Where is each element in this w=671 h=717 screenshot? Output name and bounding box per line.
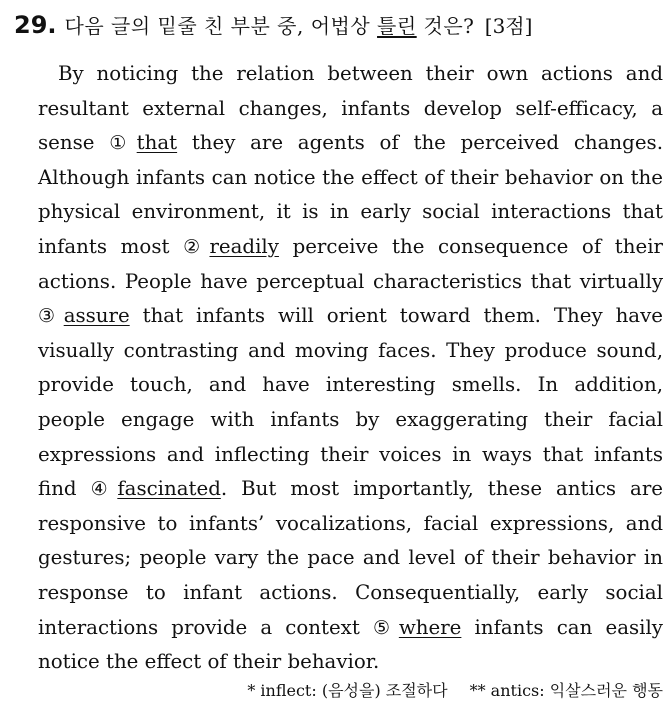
prompt-text-before: 다음 글의 밑줄 친 부분 중, 어법상: [64, 14, 378, 38]
choice-marker-2: ②: [183, 235, 208, 258]
question-prompt: [65, 14, 475, 38]
choice-underline-5: where: [398, 615, 462, 639]
prompt-underlined-word: 틀린: [377, 14, 417, 38]
question-header: [14, 8, 663, 43]
choice-underline-2: readily: [209, 234, 279, 258]
passage-segment-3: perceive the consequence of their actions. People have perceptual characteristics that virtually: [38, 234, 663, 293]
choice-underline-3: assure: [63, 304, 130, 328]
question-number: 29.: [14, 11, 57, 39]
choice-marker-1: ①: [109, 132, 135, 155]
passage-segment-5: . But most importantly, these antics are responsive to infants’ vocalizations, facial expressions, and gestures; people vary the pace and level of their behavior in response to infant actions. Consequentially, early social interactions provide a context: [38, 477, 663, 639]
choice-marker-3: ③: [38, 305, 62, 328]
passage-segment-4: that infants will orient toward them. They have visually contrasting and moving faces. They produce sound, provide touch, and have interesting smells. In addition, people engage with infants by exaggerating their facial expressions and inflecting their voices in ways that infants find: [38, 304, 663, 501]
choice-marker-4: ④: [90, 478, 116, 501]
footnote-inflect: * inflect: (음성을) 조절하다: [247, 681, 448, 700]
choice-underline-1: that: [136, 131, 178, 155]
passage-segment-1: By noticing the relation between their own actions and resultant external changes, infants develop self-efficacy, a sense: [38, 62, 663, 155]
choice-marker-5: ⑤: [372, 616, 397, 639]
footnote-antics: ** antics: 익살스러운 행동: [469, 681, 663, 700]
passage: [38, 57, 663, 680]
passage-segment-6: infants can easily notice the effect of their behavior.: [38, 615, 663, 674]
choice-underline-4: fascinated: [117, 477, 221, 501]
footnotes: [247, 678, 663, 704]
prompt-text-after: 것은?: [416, 14, 475, 38]
question-points: [3점]: [484, 14, 533, 38]
passage-segment-2: they are agents of the perceived changes. Although infants can notice the effect of their behavior on the physical environment, it is in early social interactions that infants most: [38, 131, 663, 258]
passage-paragraph: [38, 57, 663, 680]
